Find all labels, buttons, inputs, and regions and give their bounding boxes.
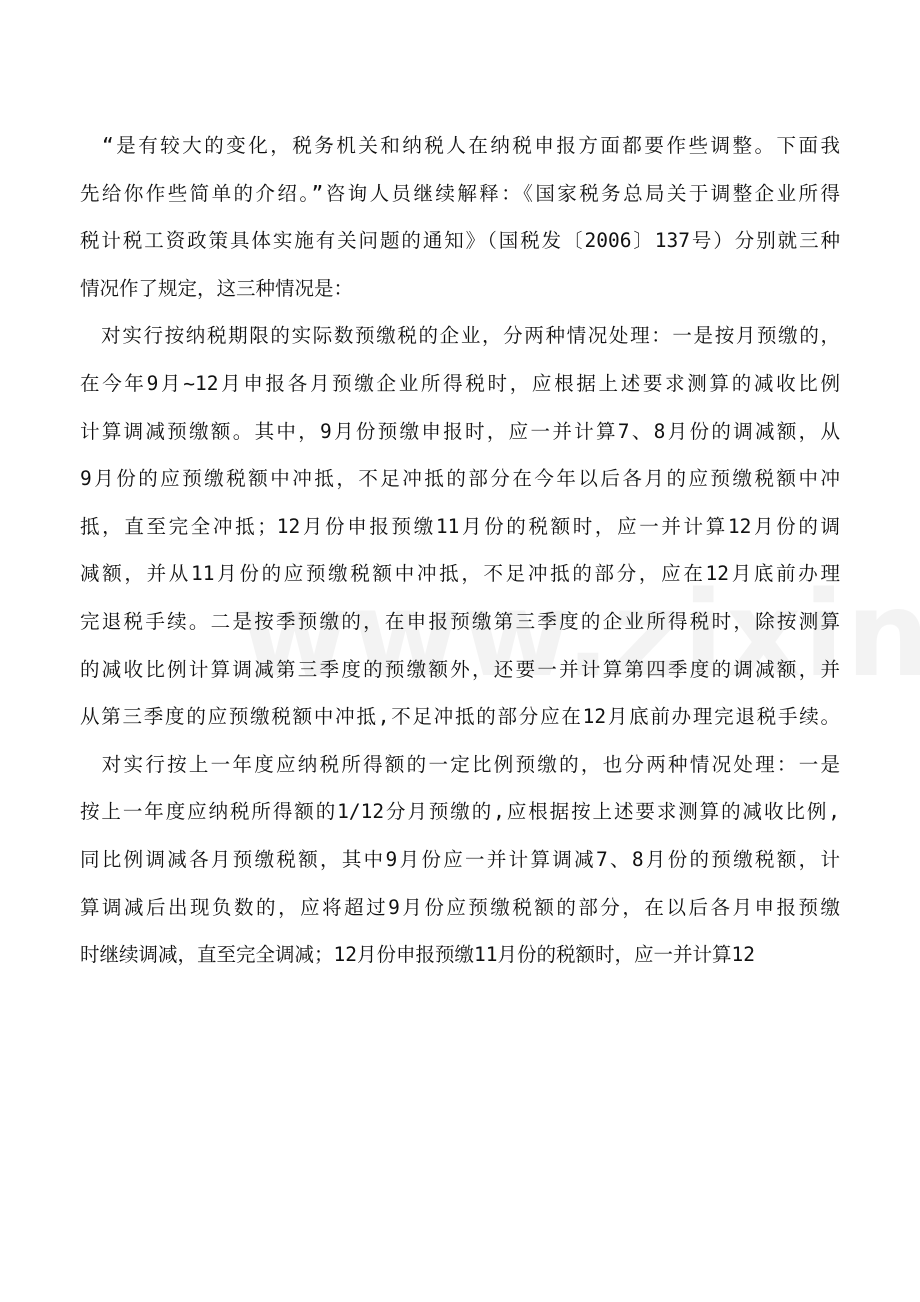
document-body [80, 122, 840, 979]
paragraph-line: 完退税手续。二是按季预缴的，在申报预缴第三季度的企业所得税时，除按测算 [80, 609, 840, 633]
paragraph-line: 同比例调减各月预缴税额，其中9月份应一并计算调减7、8月份的预缴税额，计 [80, 847, 840, 871]
paragraph-line: 时继续调减，直至完全调减；12月份申报预缴11月份的税额时，应一并计算12 [80, 943, 755, 967]
paragraph-line: 9月份的应预缴税额中冲抵，不足冲抵的部分在今年以后各月的应预缴税额中冲 [80, 467, 840, 491]
paragraph-line: 先给你作些简单的介绍。”咨询人员继续解释：《国家税务总局关于调整企业所得 [80, 181, 840, 205]
paragraph-line: 按上一年度应纳税所得额的1/12分月预缴的,应根据按上述要求测算的减收比例, [80, 800, 840, 824]
paragraph-line: 对实行按上一年度应纳税所得额的一定比例预缴的，也分两种情况处理：一是 [80, 752, 840, 776]
paragraph-3 [80, 741, 840, 979]
paragraph-line: 算调减后出现负数的，应将超过9月份应预缴税额的部分，在以后各月申报预缴 [80, 895, 840, 919]
paragraph-line: 减额，并从11月份的应预缴税额中冲抵，不足冲抵的部分，应在12月底前办理 [80, 562, 840, 586]
paragraph-line: “是有较大的变化，税务机关和纳税人在纳税申报方面都要作些调整。下面我 [80, 134, 840, 157]
paragraph-1 [80, 122, 840, 312]
paragraph-line: 抵，直至完全冲抵；12月份申报预缴11月份的税额时，应一并计算12月份的调 [80, 514, 840, 538]
paragraph-line: 从第三季度的应预缴税额中冲抵,不足冲抵的部分应在12月底前办理完退税手续。 [80, 705, 840, 729]
paragraph-line: 情况作了规定，这三种情况是： [80, 276, 354, 300]
paragraph-line: 计算调减预缴额。其中，9月份预缴申报时，应一并计算7、8月份的调减额，从 [80, 419, 840, 443]
paragraph-2 [80, 312, 840, 740]
paragraph-line: 在今年9月~12月申报各月预缴企业所得税时，应根据上述要求测算的减收比例 [80, 371, 840, 395]
paragraph-line: 税计税工资政策具体实施有关问题的通知》（国税发〔2006〕137号）分别就三种 [80, 229, 840, 253]
paragraph-line: 对实行按纳税期限的实际数预缴税的企业，分两种情况处理：一是按月预缴的， [80, 324, 840, 348]
paragraph-line: 的减收比例计算调减第三季度的预缴额外，还要一并计算第四季度的调减额，并 [80, 657, 840, 681]
